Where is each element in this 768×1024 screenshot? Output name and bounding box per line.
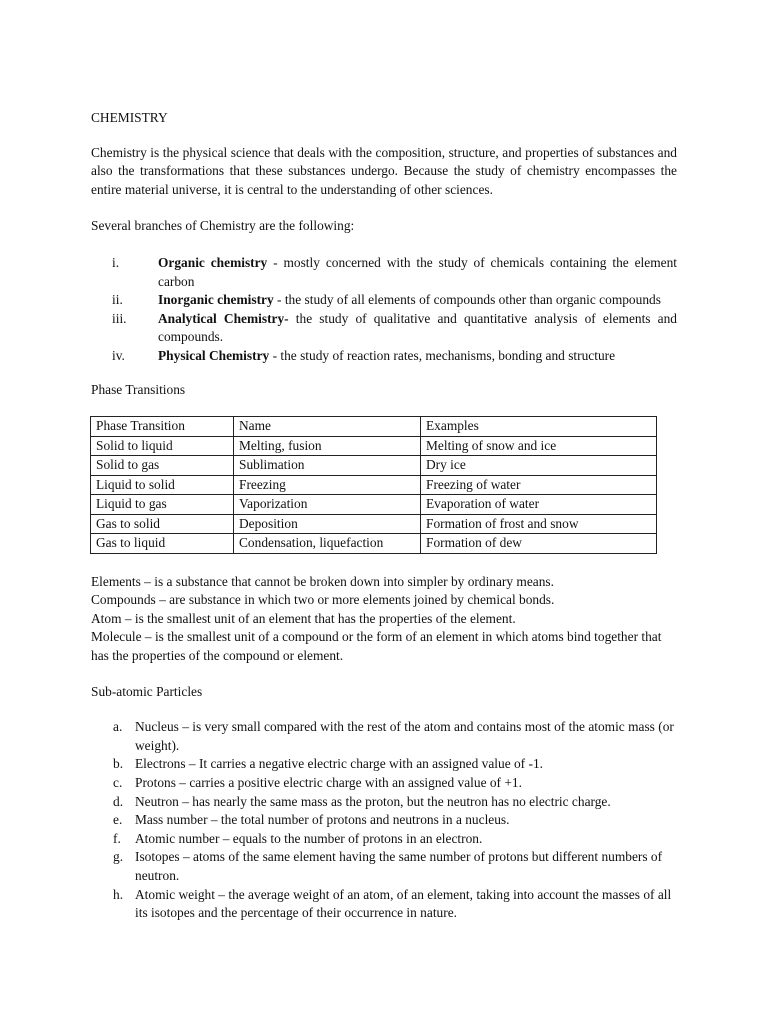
table-header: Phase Transition bbox=[91, 417, 234, 437]
document-title: CHEMISTRY bbox=[91, 110, 168, 125]
list-item bbox=[91, 310, 677, 347]
branch-description: the study of qualitative and quantitative analysis of elements and compounds. bbox=[158, 310, 678, 345]
list-letter: f. bbox=[113, 830, 121, 846]
table-cell: Dry ice bbox=[421, 456, 657, 476]
subatomic-list bbox=[91, 718, 677, 923]
list-number: i. bbox=[112, 254, 120, 270]
list-item bbox=[91, 811, 677, 830]
list-item bbox=[91, 718, 677, 755]
table-row bbox=[91, 436, 657, 456]
list-item-text: Mass number – the total number of protons and neutrons in a nucleus. bbox=[135, 812, 510, 828]
list-letter: b. bbox=[113, 756, 124, 772]
list-item-text: Electrons – It carries a negative electric charge with an assigned value of -1. bbox=[135, 756, 543, 772]
list-item bbox=[91, 793, 677, 812]
table-cell: Freezing bbox=[234, 475, 421, 495]
list-item-text: Isotopes – atoms of the same element having the same number of protons but different numbers of neutron. bbox=[135, 849, 663, 883]
subatomic-particles-heading: Sub-atomic Particles bbox=[91, 683, 203, 699]
definition-atom: Atom – is the smallest unit of an element that has the properties of the element. bbox=[91, 610, 516, 626]
list-letter: c. bbox=[113, 774, 123, 790]
table-row bbox=[91, 475, 657, 495]
list-item-text: Nucleus – is very small compared with the rest of the atom and contains most of the atomic mass (or weight). bbox=[135, 719, 674, 753]
branch-term: Inorganic chemistry bbox=[158, 292, 274, 308]
table-row bbox=[91, 456, 657, 476]
table-cell: Liquid to gas bbox=[91, 495, 234, 515]
table-row bbox=[91, 495, 657, 515]
table-cell: Condensation, liquefaction bbox=[234, 534, 421, 554]
table-header-row bbox=[91, 417, 657, 437]
list-item bbox=[91, 254, 677, 291]
branch-description: - the study of all elements of compounds other than organic compounds bbox=[273, 292, 661, 308]
branch-term: Analytical Chemistry- bbox=[158, 310, 289, 326]
table-row bbox=[91, 514, 657, 534]
definition-compounds: Compounds – are substance in which two or more elements joined by chemical bonds. bbox=[91, 592, 555, 608]
table-cell: Liquid to solid bbox=[91, 475, 234, 495]
list-number: iv. bbox=[112, 347, 125, 363]
branch-description: - mostly concerned with the study of chemicals containing the element carbon bbox=[158, 254, 677, 289]
table-row bbox=[91, 534, 657, 554]
table-header: Examples bbox=[421, 417, 657, 437]
branch-term: Physical Chemistry bbox=[158, 347, 270, 363]
list-item bbox=[91, 886, 677, 923]
definition-molecule: Molecule – is the smallest unit of a compound or the form of an element in which atoms bind together that has the properties of the compound or element. bbox=[91, 629, 662, 663]
branches-intro: Several branches of Chemistry are the following: bbox=[91, 218, 355, 234]
list-item-text: Atomic number – equals to the number of protons in an electron. bbox=[135, 830, 483, 846]
branch-description: - the study of reaction rates, mechanisms, bonding and structure bbox=[269, 347, 616, 363]
phase-transitions-heading: Phase Transitions bbox=[91, 381, 186, 397]
list-item bbox=[91, 830, 677, 849]
list-letter: e. bbox=[113, 812, 123, 828]
document-body bbox=[91, 109, 677, 938]
table-cell: Formation of dew bbox=[421, 534, 657, 554]
table-cell: Evaporation of water bbox=[421, 495, 657, 515]
intro-paragraph: Chemistry is the physical science that deals with the composition, structure, and properties of substances and also the transformations that these substances undergo. Because the study of chemistry encompasses the entire material universe, it is central to the understanding of other sciences. bbox=[91, 144, 677, 197]
branch-term: Organic chemistry bbox=[158, 254, 268, 270]
list-letter: h. bbox=[113, 886, 124, 902]
definition-elements: Elements – is a substance that cannot be broken down into simpler by ordinary means. bbox=[91, 573, 554, 589]
list-letter: a. bbox=[113, 719, 123, 735]
list-number: ii. bbox=[112, 292, 123, 308]
table-cell: Melting of snow and ice bbox=[421, 436, 657, 456]
table-cell: Gas to solid bbox=[91, 514, 234, 534]
table-cell: Solid to gas bbox=[91, 456, 234, 476]
list-item bbox=[91, 755, 677, 774]
list-letter: d. bbox=[113, 793, 124, 809]
table-cell: Vaporization bbox=[234, 495, 421, 515]
list-item bbox=[91, 291, 677, 310]
list-item bbox=[91, 774, 677, 793]
list-item-text: Neutron – has nearly the same mass as the proton, but the neutron has no electric charge. bbox=[135, 793, 611, 809]
table-cell: Formation of frost and snow bbox=[421, 514, 657, 534]
branches-list bbox=[91, 254, 677, 366]
list-item-text: Atomic weight – the average weight of an atom, of an element, taking into account the masses of all its isotopes and the percentage of their occurrence in nature. bbox=[135, 886, 672, 921]
table-cell: Deposition bbox=[234, 514, 421, 534]
table-cell: Freezing of water bbox=[421, 475, 657, 495]
list-item bbox=[91, 848, 677, 885]
list-item-text: Protons – carries a positive electric charge with an assigned value of +1. bbox=[135, 774, 522, 790]
list-number: iii. bbox=[112, 310, 127, 326]
list-item bbox=[91, 347, 677, 366]
list-letter: g. bbox=[113, 849, 124, 865]
phase-transitions-table bbox=[90, 416, 657, 554]
table-cell: Melting, fusion bbox=[234, 436, 421, 456]
table-cell: Sublimation bbox=[234, 456, 421, 476]
table-cell: Gas to liquid bbox=[91, 534, 234, 554]
table-header: Name bbox=[234, 417, 421, 437]
definitions-block bbox=[91, 573, 677, 666]
table-cell: Solid to liquid bbox=[91, 436, 234, 456]
